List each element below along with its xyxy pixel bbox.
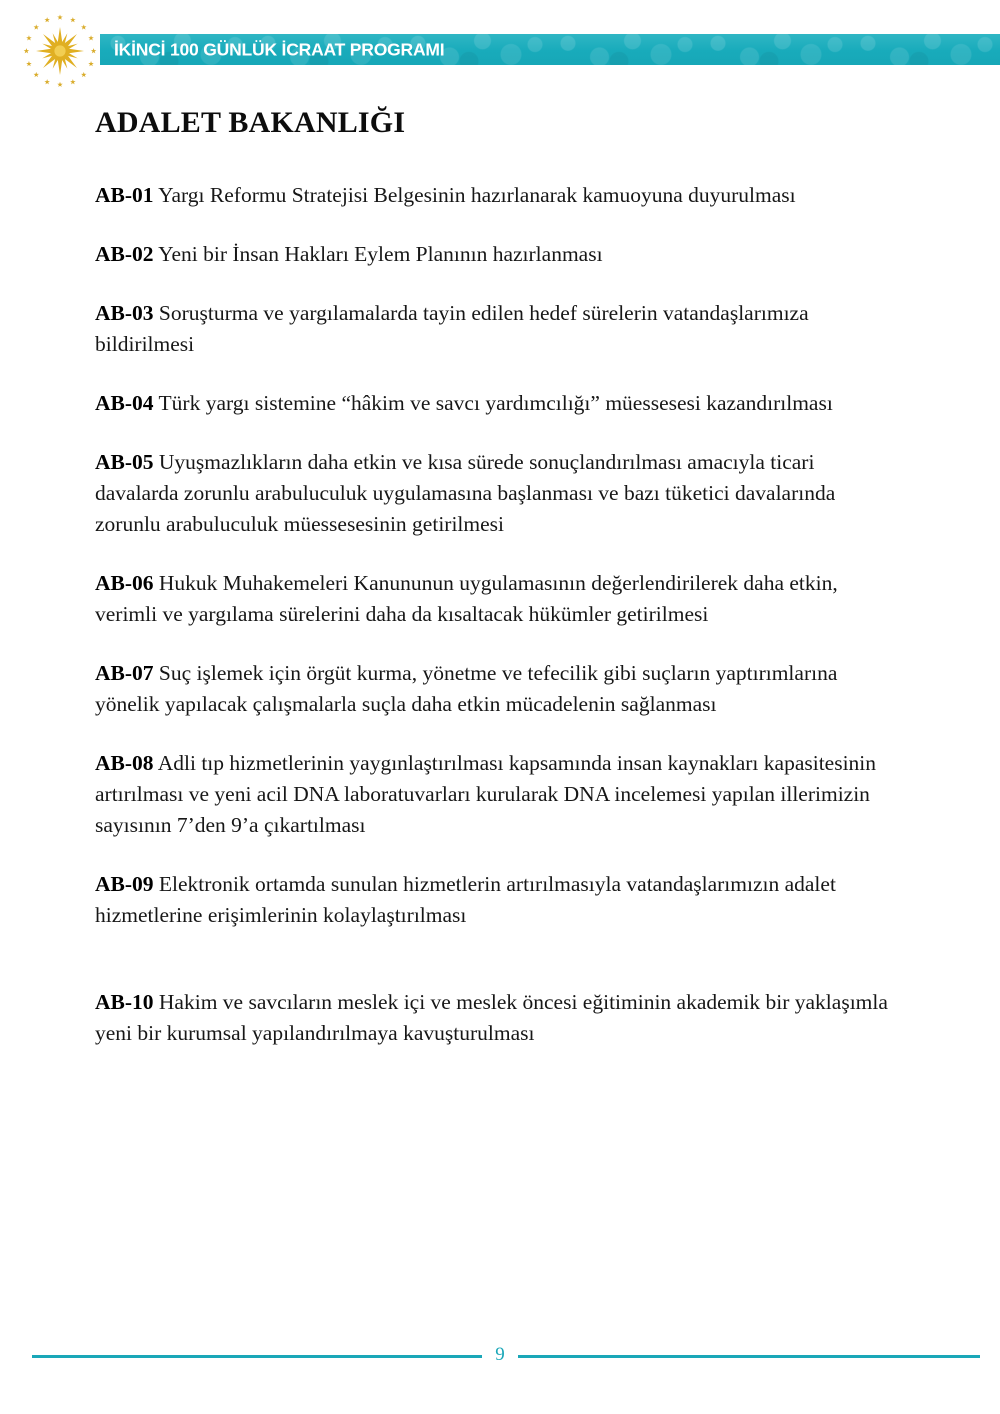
page-title: ADALET BAKANLIĞI [95, 106, 406, 139]
presidency-sun-star-seal-icon [20, 11, 100, 91]
action-item [95, 568, 895, 630]
action-item [95, 388, 895, 419]
action-item-code: AB-10 [95, 990, 154, 1014]
action-item [95, 447, 895, 540]
header-banner-title: İKİNCİ 100 GÜNLÜK İCRAAT PROGRAMI [114, 39, 445, 59]
footer-rule-right [518, 1355, 980, 1358]
action-item-text: Adli tıp hizmetlerinin yaygınlaştırılması kapsamında insan kaynakları kapasitesinin artırılması ve yeni acil DNA laboratuvarları kurularak DNA incelemesi yapılan illerimizin sayısının 7’den 9’a çıkartılması [95, 751, 877, 837]
action-item-code: AB-07 [95, 661, 154, 685]
action-item-text: Elektronik ortamda sunulan hizmetlerin artırılmasıyla vatandaşlarımızın adalet hizmetlerine erişimlerinin kolaylaştırılması [95, 872, 836, 927]
action-item [95, 239, 895, 270]
action-item-code: AB-05 [95, 450, 154, 474]
action-item-code: AB-01 [95, 183, 154, 207]
page-number: 9 [495, 1344, 505, 1365]
action-item [95, 658, 895, 720]
action-item-code: AB-04 [95, 391, 154, 415]
action-item [95, 987, 895, 1049]
action-item [95, 748, 895, 841]
action-item [95, 180, 895, 211]
page-header [0, 0, 1000, 100]
action-item-text: Yeni bir İnsan Hakları Eylem Planının hazırlanması [158, 242, 603, 266]
action-item-code: AB-09 [95, 872, 154, 896]
action-item [95, 869, 895, 931]
action-item-text: Yargı Reformu Stratejisi Belgesinin hazırlanarak kamuoyuna duyurulması [158, 183, 796, 207]
action-item-text: Suç işlemek için örgüt kurma, yönetme ve tefecilik gibi suçların yaptırımlarına yönelik yapılacak çalışmalarla suçla daha etkin mücadelenin sağlanması [95, 661, 838, 716]
action-item-code: AB-08 [95, 751, 154, 775]
action-item-text: Hukuk Muhakemeleri Kanununun uygulamasının değerlendirilerek daha etkin, verimli ve yargılama sürelerini daha da kısaltacak hükümler getirilmesi [95, 571, 838, 626]
action-item-code: AB-02 [95, 242, 154, 266]
action-item-text: Uyuşmazlıkların daha etkin ve kısa sürede sonuçlandırılması amacıyla ticari davalarda zorunlu arabuluculuk uygulamasına başlanması ve bazı tüketici davalarında zorunlu arabuluculuk müessesesinin getirilmesi [95, 450, 836, 536]
action-item-text: Türk yargı sistemine “hâkim ve savcı yardımcılığı” müessesesi kazandırılması [158, 391, 833, 415]
action-item-text: Hakim ve savcıların meslek içi ve meslek öncesi eğitiminin akademik bir yaklaşımla yeni bir kurumsal yapılandırılmaya kavuşturulması [95, 990, 888, 1045]
page-footer [0, 1340, 1000, 1380]
action-item-list [95, 180, 895, 1049]
action-item-text: Soruşturma ve yargılamalarda tayin edilen hedef sürelerin vatandaşlarımıza bildirilmesi [95, 301, 809, 356]
action-item-code: AB-06 [95, 571, 154, 595]
action-item [95, 298, 895, 360]
document-content [95, 100, 895, 1049]
header-banner [100, 34, 1000, 65]
action-item-code: AB-03 [95, 301, 154, 325]
